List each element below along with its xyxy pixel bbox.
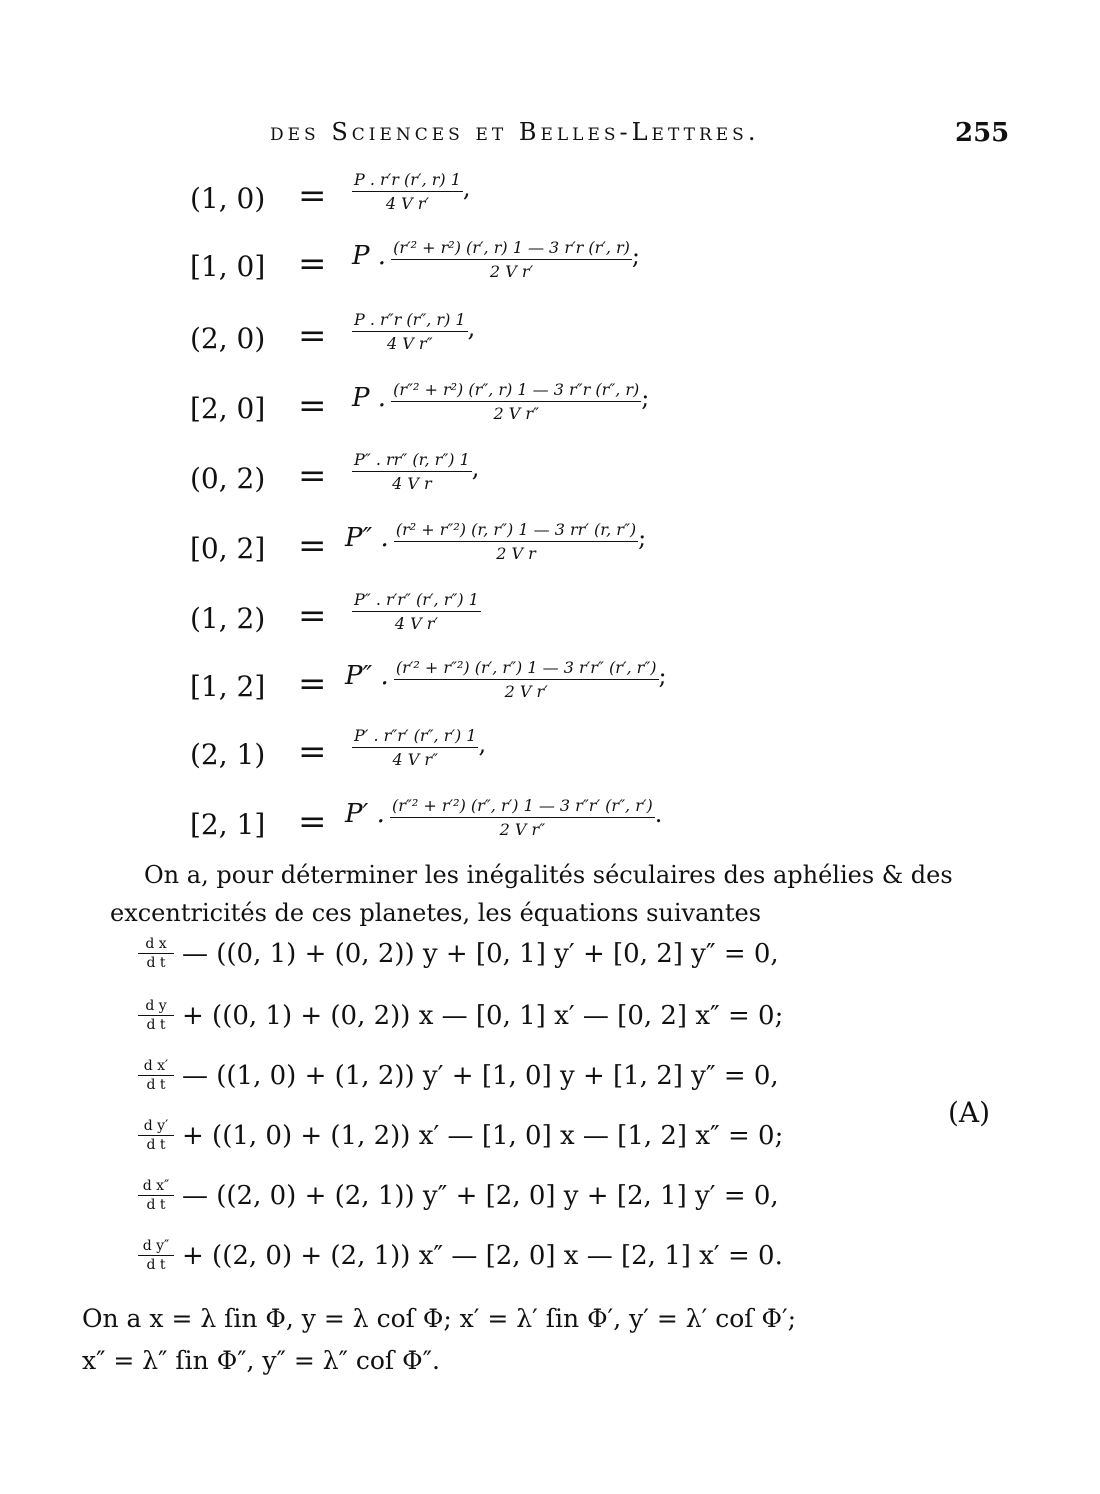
equals-sign: = xyxy=(298,386,327,426)
derivative-fraction xyxy=(138,1118,174,1153)
derivative-numerator: d x″ xyxy=(138,1178,174,1196)
coef-rhs xyxy=(352,310,475,353)
differential-equation xyxy=(138,1118,783,1153)
differential-equation xyxy=(138,998,783,1033)
coef-lhs: (2, 0) xyxy=(190,322,266,355)
coef-rhs xyxy=(352,170,471,213)
derivative-denominator: d t xyxy=(146,1257,166,1273)
fraction-numerator: P . r′r (r′, r) 1 xyxy=(352,170,463,192)
derivative-fraction xyxy=(138,998,174,1033)
differential-equation xyxy=(138,1058,779,1093)
fraction xyxy=(391,380,641,423)
derivative-denominator: d t xyxy=(146,955,166,971)
coef-rhs xyxy=(352,726,486,769)
fraction-numerator: P′ . r″r′ (r″, r′) 1 xyxy=(352,726,478,748)
page-number: 255 xyxy=(955,118,1010,148)
punctuation: ; xyxy=(638,524,647,552)
fraction-numerator: (r′² + r″²) (r′, r″) 1 — 3 r′r″ (r′, r″) xyxy=(394,658,659,680)
equation-body: — ((0, 1) + (0, 2)) y + [0, 1] y′ + [0, 2] y″ = 0, xyxy=(182,938,779,969)
fraction-numerator: (r² + r″²) (r, r″) 1 — 3 rr′ (r, r″) xyxy=(394,520,638,542)
fraction xyxy=(390,796,655,839)
fraction-denominator: 4 V r″ xyxy=(387,334,433,353)
fraction-numerator: (r′² + r²) (r′, r) 1 — 3 r′r (r′, r) xyxy=(391,238,632,260)
fraction-denominator: 4 V r′ xyxy=(394,614,438,633)
coef-factor: P . xyxy=(352,241,387,271)
punctuation: ; xyxy=(631,242,641,270)
coef-rhs xyxy=(352,380,649,423)
equation-body: — ((2, 0) + (2, 1)) y″ + [2, 0] y + [2, 1] y′ = 0, xyxy=(182,1180,779,1211)
derivative-numerator: d x xyxy=(138,936,174,954)
coef-lhs: (1, 0) xyxy=(190,182,266,215)
derivative-denominator: d t xyxy=(146,1017,166,1033)
punctuation: . xyxy=(654,800,663,828)
fraction xyxy=(352,450,472,493)
fraction-denominator: 4 V r xyxy=(392,474,432,493)
equals-sign: = xyxy=(298,596,327,636)
derivative-numerator: d y′ xyxy=(138,1118,174,1136)
fraction-denominator: 2 V r xyxy=(496,544,536,563)
derivative-fraction xyxy=(138,1238,174,1273)
coef-rhs xyxy=(352,590,481,633)
closing-line-1: On a x = λ ſin Φ, y = λ coſ Φ; x′ = λ′ ſin Φ′, y′ = λ′ coſ Φ′; xyxy=(82,1304,797,1333)
punctuation: ; xyxy=(641,384,650,412)
fraction-denominator: 2 V r′ xyxy=(504,682,548,701)
fraction xyxy=(352,310,468,353)
coef-rhs xyxy=(345,658,667,701)
derivative-denominator: d t xyxy=(146,1077,166,1093)
fraction xyxy=(394,658,659,701)
intro-paragraph: On a, pour déterminer les inégalités séculaires des aphélies & des excentricités de ces planetes, les équations suivantes xyxy=(110,861,953,927)
fraction xyxy=(391,238,632,281)
coef-lhs: (0, 2) xyxy=(190,462,266,495)
punctuation: , xyxy=(478,730,487,758)
fraction xyxy=(352,590,481,633)
punctuation: ; xyxy=(658,662,667,690)
fraction-numerator: (r″² + r′²) (r″, r′) 1 — 3 r″r′ (r″, r′) xyxy=(390,796,655,818)
coef-factor: P . xyxy=(352,383,387,413)
equals-sign: = xyxy=(298,732,327,772)
coef-lhs: [2, 1] xyxy=(190,808,266,841)
derivative-fraction xyxy=(138,1058,174,1093)
coef-factor: P″ . xyxy=(345,523,389,553)
punctuation: , xyxy=(462,174,471,202)
closing-line-2: x″ = λ″ ſin Φ″, y″ = λ″ coſ Φ″. xyxy=(82,1346,440,1375)
equals-sign: = xyxy=(298,244,327,284)
derivative-numerator: d y xyxy=(138,998,174,1016)
differential-equation xyxy=(138,1178,779,1213)
fraction-denominator: 4 V r′ xyxy=(385,194,430,213)
fraction-numerator: P . r″r (r″, r) 1 xyxy=(352,310,468,332)
equals-sign: = xyxy=(298,316,327,356)
equation-body: + ((1, 0) + (1, 2)) x′ — [1, 0] x — [1, 2] x″ = 0; xyxy=(182,1120,784,1151)
equation-body: + ((0, 1) + (0, 2)) x — [0, 1] x′ — [0, 2] x″ = 0; xyxy=(182,1000,784,1031)
coef-factor: P′ . xyxy=(345,799,385,829)
fraction-denominator: 2 V r″ xyxy=(499,820,546,839)
differential-equation xyxy=(138,1238,783,1273)
coef-rhs xyxy=(345,796,662,839)
coef-lhs: (2, 1) xyxy=(190,738,266,771)
equals-sign: = xyxy=(298,176,327,216)
equation-body: — ((1, 0) + (1, 2)) y′ + [1, 0] y + [1, 2] y″ = 0, xyxy=(182,1060,779,1091)
coef-rhs xyxy=(352,450,479,493)
punctuation: , xyxy=(467,314,476,342)
fraction-numerator: P″ . r′r″ (r′, r″) 1 xyxy=(352,590,481,612)
fraction-denominator: 2 V r′ xyxy=(489,262,534,281)
coef-rhs xyxy=(352,238,640,281)
derivative-numerator: d x′ xyxy=(138,1058,174,1076)
fraction-denominator: 2 V r″ xyxy=(493,404,539,423)
differential-equation xyxy=(138,936,779,971)
derivative-denominator: d t xyxy=(146,1197,166,1213)
equals-sign: = xyxy=(298,802,327,842)
coef-lhs: (1, 2) xyxy=(190,602,266,635)
equation-body: + ((2, 0) + (2, 1)) x″ — [2, 0] x — [2, 1] x′ = 0. xyxy=(182,1240,783,1271)
fraction xyxy=(394,520,638,563)
equals-sign: = xyxy=(298,664,327,704)
coef-lhs: [2, 0] xyxy=(190,392,266,425)
fraction-denominator: 4 V r″ xyxy=(392,750,438,769)
running-header: des Sciences et Belles-Lettres. xyxy=(270,118,760,146)
derivative-numerator: d y″ xyxy=(138,1238,174,1256)
coef-lhs: [1, 2] xyxy=(190,670,266,703)
coef-lhs: [1, 0] xyxy=(190,250,266,283)
equals-sign: = xyxy=(298,456,327,496)
derivative-fraction xyxy=(138,1178,174,1213)
fraction xyxy=(352,726,478,769)
coef-lhs: [0, 2] xyxy=(190,532,266,565)
system-label: (A) xyxy=(948,1096,991,1129)
fraction-numerator: P″ . rr″ (r, r″) 1 xyxy=(352,450,472,472)
coef-rhs xyxy=(345,520,646,563)
fraction xyxy=(352,170,463,213)
coef-factor: P″ . xyxy=(345,661,389,691)
equals-sign: = xyxy=(298,526,327,566)
punctuation: , xyxy=(471,454,480,482)
derivative-denominator: d t xyxy=(146,1137,166,1153)
fraction-numerator: (r″² + r²) (r″, r) 1 — 3 r″r (r″, r) xyxy=(391,380,641,402)
derivative-fraction xyxy=(138,936,174,971)
